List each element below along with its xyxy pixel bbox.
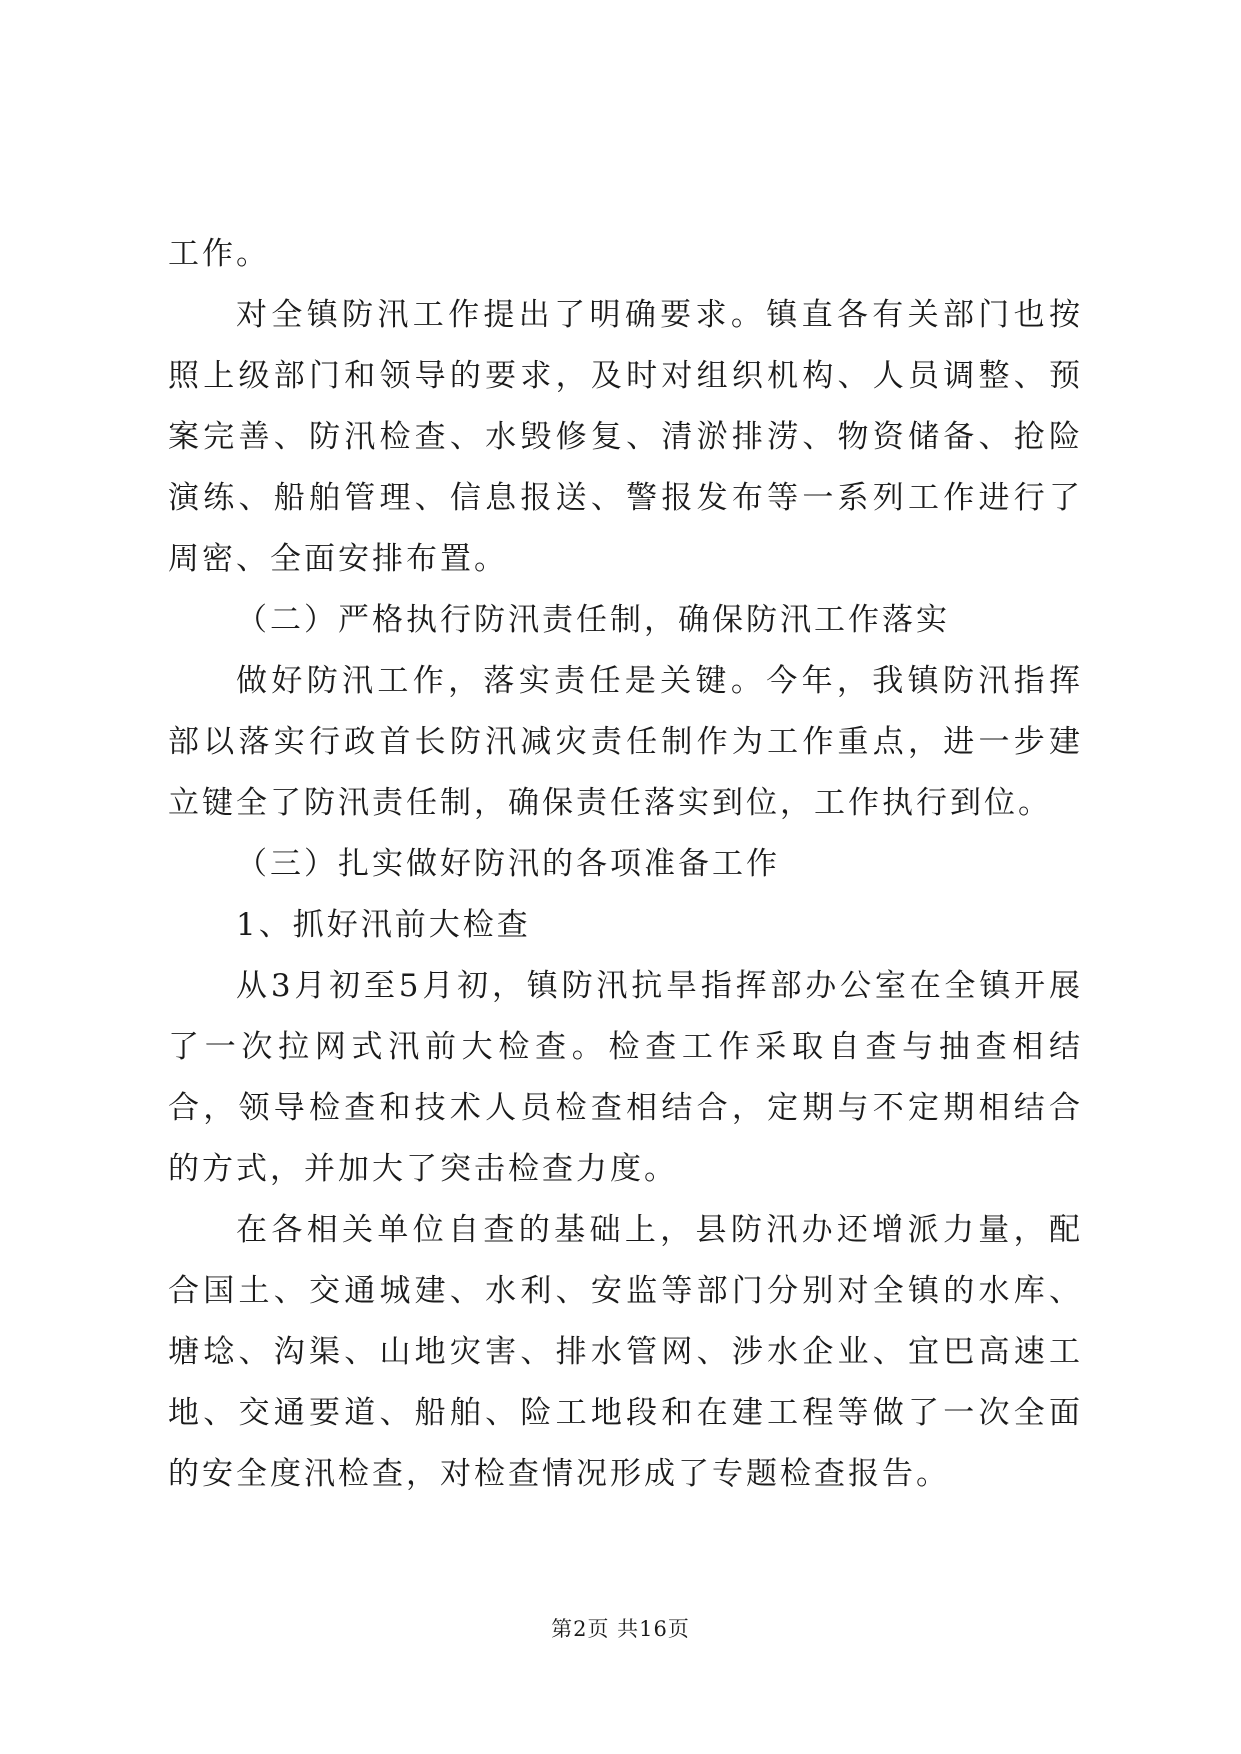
page-number-footer: 第2页 共16页 xyxy=(551,1617,690,1641)
document-body xyxy=(168,224,1083,1505)
paragraph-continuation: 工作。 xyxy=(168,236,270,272)
paragraph-requirements: 对全镇防汛工作提出了明确要求。镇直各有关部门也按照上级部门和领导的要求，及时对组织机构、人员调整、预案完善、防汛检查、水毁修复、清淤排涝、物资储备、抢险演练、船舶管理、信息报送、警报发布等一系列工作进行了周密、全面安排布置。 xyxy=(168,297,1083,577)
paragraph-inspection-details: 在各相关单位自查的基础上，县防汛办还增派力量，配合国土、交通城建、水利、安监等部门分别对全镇的水库、塘埝、沟渠、山地灾害、排水管网、涉水企业、宜巴高速工地、交通要道、船舶、险工地段和在建工程等做了一次全面的安全度汛检查，对检查情况形成了专题检查报告。 xyxy=(168,1212,1083,1492)
paragraph-inspection: 从3月初至5月初，镇防汛抗旱指挥部办公室在全镇开展了一次拉网式汛前大检查。检查工作采取自查与抽查相结合，领导检查和技术人员检查相结合，定期与不定期相结合的方式，并加大了突击检查力度。 xyxy=(168,968,1083,1187)
subsection-heading-inspection: 1、抓好汛前大检查 xyxy=(236,907,531,943)
section-heading-preparation: （三）扎实做好防汛的各项准备工作 xyxy=(236,846,780,882)
paragraph-responsibility: 做好防汛工作，落实责任是关键。今年，我镇防汛指挥部以落实行政首长防汛减灾责任制作为工作重点，进一步建立键全了防汛责任制，确保责任落实到位，工作执行到位。 xyxy=(168,663,1083,821)
section-heading-responsibility: （二）严格执行防汛责任制，确保防汛工作落实 xyxy=(236,602,950,638)
